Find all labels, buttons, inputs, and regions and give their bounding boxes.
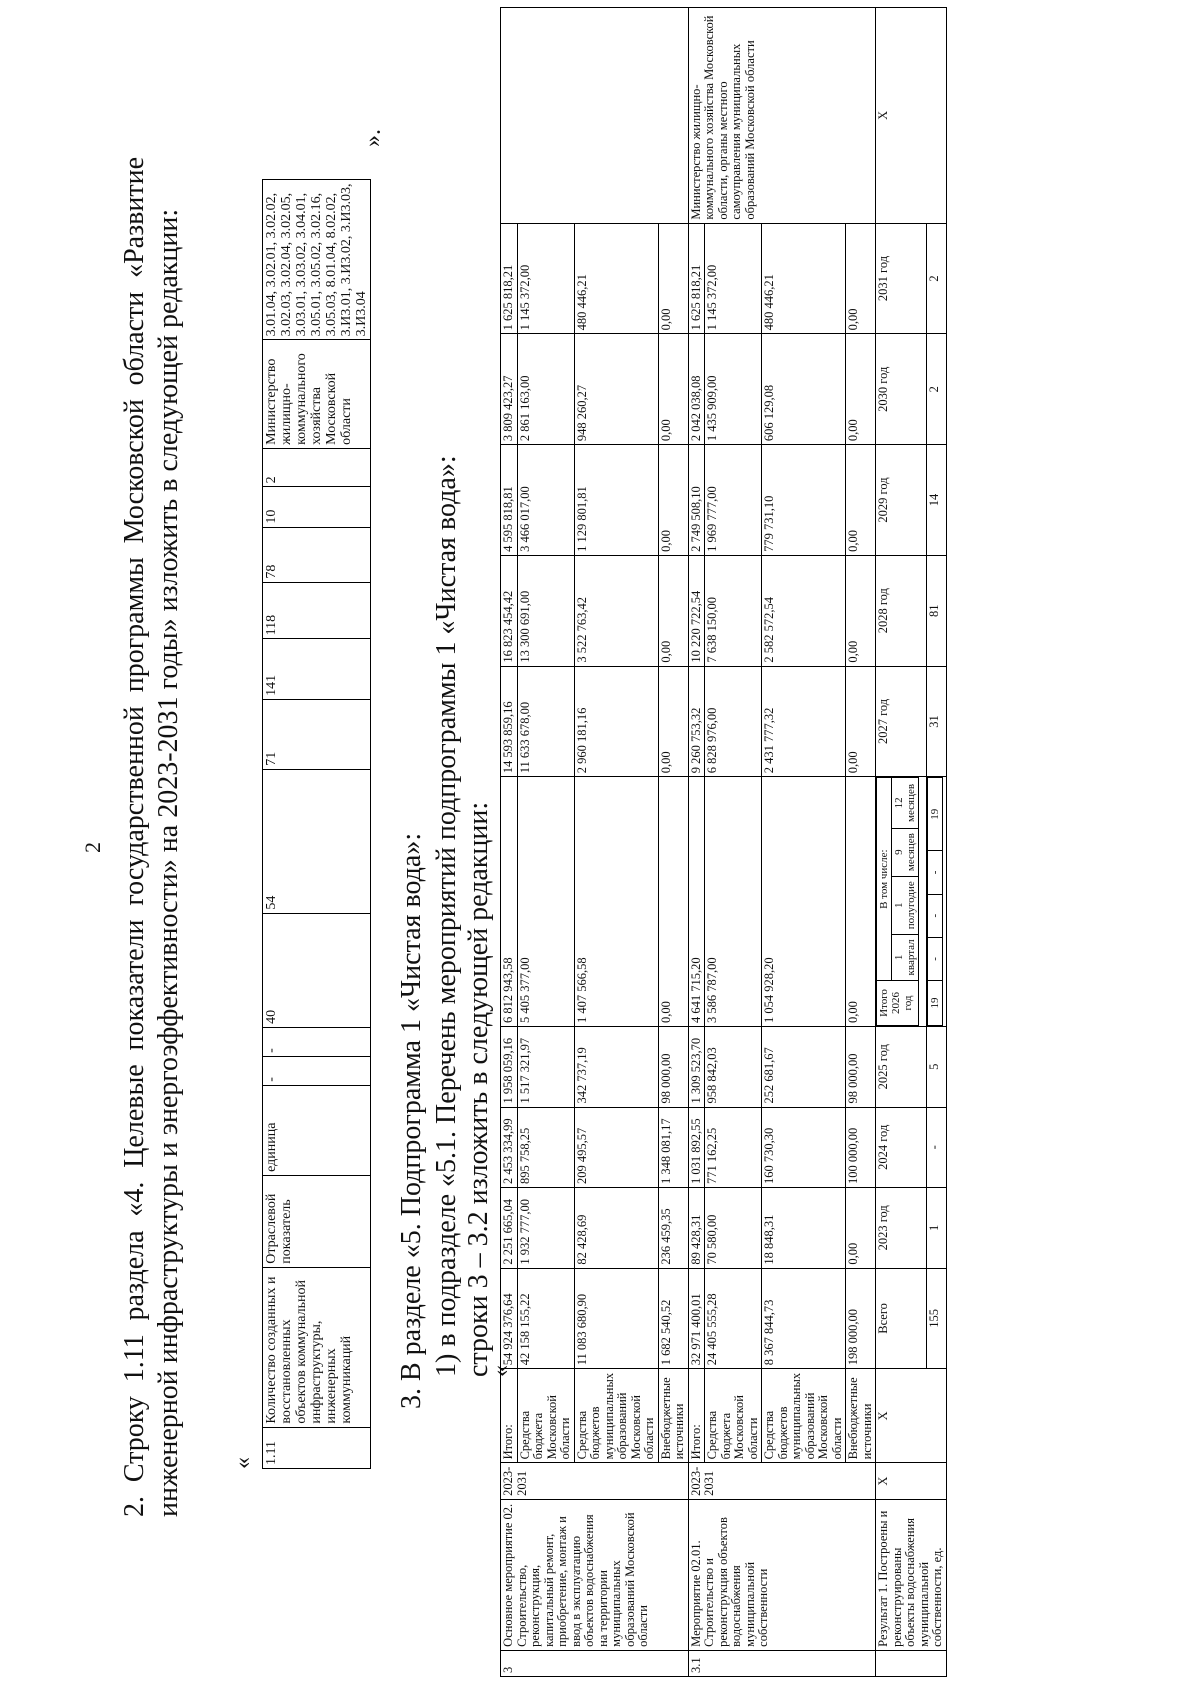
header-itogo-2026: Итого 2026 год — [877, 980, 919, 1025]
header-2024: 2024 год — [876, 1107, 927, 1188]
source-label: Внебюджетные источники — [846, 1369, 876, 1463]
result-half-year: - — [927, 894, 942, 937]
header-9-months: 9 месяцев — [892, 828, 919, 876]
value-2027: 11 633 678,00 — [517, 666, 574, 777]
value-2027: 141 — [263, 639, 371, 700]
value-2029: 0,00 — [846, 445, 876, 556]
value-2029: 4 595 818,81 — [501, 445, 518, 556]
value-2030: 10 — [263, 487, 371, 527]
value-2024: 100 000,00 — [846, 1107, 876, 1188]
value-2026: 6 812 943,58 — [501, 777, 518, 1027]
value-2023: 18 848,31 — [762, 1188, 846, 1269]
value-2023: 1 932 777,00 — [517, 1188, 574, 1269]
header-2023: 2023 год — [876, 1188, 927, 1269]
result-q1: - — [927, 937, 942, 980]
responsible — [501, 8, 689, 224]
value-2028: 0,00 — [658, 555, 688, 666]
value-2025: 1 958 059,16 — [501, 1026, 518, 1107]
value-2029: 1 969 777,00 — [705, 445, 762, 556]
value-2026: 71 — [263, 699, 371, 769]
header-half-year: 1 полугодие — [892, 876, 919, 934]
header-2029: 2029 год — [876, 445, 927, 556]
value-2028: 10 220 722,54 — [688, 555, 705, 666]
value-2027: 9 260 753,32 — [688, 666, 705, 777]
table-row — [501, 8, 518, 1677]
value-2027: 2 960 181,16 — [574, 666, 658, 777]
table-row — [688, 8, 705, 1677]
result-name: Результат 1. Построены и реконструированы объекты водоснабжения муниципальной собственности, ед. — [876, 1499, 947, 1650]
value-total: 24 405 555,28 — [705, 1268, 762, 1369]
value-2031: 480 446,21 — [762, 223, 846, 334]
result-codes: 3.01.04, 3.02.01, 3.02.02, 3.02.03, 3.02.04, 3.02.05, 3.03.01, 3.03.02, 3.04.01, 3.05.01, 3.05.02, 3.02.16, 3.05.03, 8.01.04, 8.02.02, 3.И3.01, 3.И3.02, 3.И3.03, 3.И3.04 — [263, 180, 371, 340]
table-row — [574, 8, 658, 1677]
value-total: 32 971 400,01 — [688, 1268, 705, 1369]
item-3-1-text: 1) в подразделе «5.1. Перечень мероприятий подпрограммы 1 «Чистая вода»: — [431, 455, 462, 1377]
table-row — [876, 8, 927, 1677]
value-2029: 1 129 801,81 — [574, 445, 658, 556]
value-2023: 2 251 665,04 — [501, 1188, 518, 1269]
value-2031: 2 — [263, 448, 371, 486]
table-row — [762, 8, 846, 1677]
value-2030: 2 861 163,00 — [517, 334, 574, 445]
source-label: Средства бюджета Московской области — [517, 1369, 574, 1463]
result-responsible-x: X — [876, 8, 947, 224]
result-total: 155 — [926, 1268, 946, 1369]
header-q1: 1 квартал — [892, 934, 919, 980]
value-2028: 16 823 454,42 — [501, 555, 518, 666]
activity-name: Мероприятие 02.01. Строительство и реконструкция объектов водоснабжения муниципальной собственности — [688, 1499, 876, 1650]
year-2026-breakdown-header — [876, 777, 919, 1026]
result-2030: 2 — [926, 334, 946, 445]
row-number: 3 — [501, 1650, 689, 1676]
value-total: 198 000,00 — [846, 1268, 876, 1369]
result-2027: 31 — [926, 666, 946, 777]
value-2026: 1 054 928,20 — [762, 777, 846, 1027]
value-2024: 1 031 892,55 — [688, 1107, 705, 1188]
table-row — [658, 8, 688, 1677]
value-2026: 4 641 715,20 — [688, 777, 705, 1027]
value-2025: 1 517 321,97 — [517, 1026, 574, 1107]
value-2023: 89 428,31 — [688, 1188, 705, 1269]
value-2031: 0,00 — [658, 223, 688, 334]
activity-period: 2023-2031 — [688, 1463, 876, 1499]
table-row — [517, 8, 574, 1677]
value-2024: 160 730,30 — [762, 1107, 846, 1188]
value-2023: 236 459,35 — [658, 1188, 688, 1269]
value-2023: - — [263, 1027, 371, 1056]
source-label: Средства бюджетов муниципальных образований Московской области — [762, 1369, 846, 1463]
page-number: 2 — [80, 842, 105, 853]
value-2030: 3 809 423,27 — [501, 334, 518, 445]
value-2027: 6 828 976,00 — [705, 666, 762, 777]
value-2029: 779 731,10 — [762, 445, 846, 556]
row-number: 3.1 — [688, 1650, 876, 1676]
value-2024: 2 453 334,99 — [501, 1107, 518, 1188]
result-9-months: - — [927, 851, 942, 894]
value-2031: 1 145 372,00 — [517, 223, 574, 334]
source-label: Внебюджетные источники — [658, 1369, 688, 1463]
table-row — [846, 8, 876, 1677]
value-2023: 82 428,69 — [574, 1188, 658, 1269]
result-2026 — [926, 777, 946, 1027]
value-2025: 252 681,67 — [762, 1026, 846, 1107]
value-2025: 54 — [263, 769, 371, 913]
header-2027: 2027 год — [876, 666, 927, 777]
table-row — [705, 8, 762, 1677]
value-2028: 118 — [263, 582, 371, 639]
result-2025: 5 — [926, 1026, 946, 1107]
responsible: Министерство жилищно-коммунального хозяйства Московской области — [263, 340, 371, 449]
header-2025: 2025 год — [876, 1026, 927, 1107]
value-2026: 0,00 — [846, 777, 876, 1027]
value-total: 8 367 844,73 — [762, 1268, 846, 1369]
value-2029: 78 — [263, 527, 371, 582]
value-2031: 1 625 818,21 — [501, 223, 518, 334]
value-total: 1 682 540,52 — [658, 1268, 688, 1369]
indicator-table — [262, 179, 371, 1469]
open-quote-2: « — [488, 1365, 514, 1377]
empty-cell — [876, 1650, 947, 1676]
value-2031: 0,00 — [846, 223, 876, 334]
value-2030: 2 042 038,08 — [688, 334, 705, 445]
result-2028: 81 — [926, 555, 946, 666]
value-2027: 0,00 — [846, 666, 876, 777]
indicator-name: Количество созданных и восстановленных объектов коммунальной инфраструктуры, инженерных коммуникаций — [263, 1267, 371, 1427]
base-value: - — [263, 1056, 371, 1085]
header-12-months: 12 месяцев — [892, 778, 919, 828]
activities-table — [500, 7, 947, 1677]
value-total: 11 083 680,90 — [574, 1268, 658, 1369]
source-label: Средства бюджета Московской области — [705, 1369, 762, 1463]
value-2030: 1 435 909,00 — [705, 334, 762, 445]
header-2028: 2028 год — [876, 555, 927, 666]
value-2030: 948 260,27 — [574, 334, 658, 445]
activity-name: Основное мероприятие 02. Строительство, реконструкция, капитальный ремонт, приобретение, монтаж и ввод в эксплуатацию объектов водоснабжения на территории муниципальных образований Московской области — [501, 1499, 689, 1650]
result-2031: 2 — [926, 223, 946, 334]
value-2029: 0,00 — [658, 445, 688, 556]
source-label: Средства бюджетов муниципальных образований Московской области — [574, 1369, 658, 1463]
value-2023: 0,00 — [846, 1188, 876, 1269]
value-total: 54 924 376,64 — [501, 1268, 518, 1369]
value-2025: 1 309 523,70 — [688, 1026, 705, 1107]
value-2028: 0,00 — [846, 555, 876, 666]
value-2028: 13 300 691,00 — [517, 555, 574, 666]
header-2031: 2031 год — [876, 223, 927, 334]
value-2030: 606 129,08 — [762, 334, 846, 445]
value-2023: 70 580,00 — [705, 1188, 762, 1269]
year-2026-breakdown-values — [927, 777, 943, 1026]
result-source-x: X — [876, 1369, 947, 1463]
open-quote-1: « — [230, 1457, 256, 1469]
value-2031: 1 625 818,21 — [688, 223, 705, 334]
result-2029: 14 — [926, 445, 946, 556]
value-2024: 771 162,25 — [705, 1107, 762, 1188]
indicator-unit: единица — [263, 1085, 371, 1175]
item-3-2-text: строки 3 – 3.2 изложить в следующей редакции: — [463, 801, 494, 1377]
result-12-months: 19 — [927, 778, 942, 851]
value-2031: 1 145 372,00 — [705, 223, 762, 334]
value-total: 42 158 155,22 — [517, 1268, 574, 1369]
value-2026: 1 407 566,58 — [574, 777, 658, 1027]
result-itogo-2026: 19 — [927, 980, 942, 1025]
value-2024: 895 758,25 — [517, 1107, 574, 1188]
value-2031: 480 446,21 — [574, 223, 658, 334]
value-2024: 209 495,57 — [574, 1107, 658, 1188]
value-2029: 2 749 508,10 — [688, 445, 705, 556]
value-2026: 3 586 787,00 — [705, 777, 762, 1027]
header-2030: 2030 год — [876, 334, 927, 445]
source-label: Итого: — [688, 1369, 705, 1463]
value-2025: 98 000,00 — [658, 1026, 688, 1107]
value-2024: 40 — [263, 913, 371, 1027]
item-2-paragraph: 2. Строку 1.11 раздела «4. Целевые показатели государственной программы Московской области «Развитие инженерной инфраструктуры и энергоэффективности» на 2023-2031 годы» изложить в следующей редакции: — [119, 157, 184, 1517]
value-2029: 3 466 017,00 — [517, 445, 574, 556]
value-2030: 0,00 — [658, 334, 688, 445]
value-2024: 1 348 081,17 — [658, 1107, 688, 1188]
source-label: Итого: — [501, 1369, 518, 1463]
value-2027: 14 593 859,16 — [501, 666, 518, 777]
value-2025: 958 842,03 — [705, 1026, 762, 1107]
item-3-heading: 3. В разделе «5. Подпрограмма 1 «Чистая вода»: — [396, 832, 427, 1409]
row-number: 1.11 — [263, 1427, 371, 1468]
header-v-tom-chisle: В том числе: — [877, 778, 892, 981]
value-2028: 2 582 572,54 — [762, 555, 846, 666]
activity-period: 2023-2031 — [501, 1463, 689, 1499]
value-2027: 0,00 — [658, 666, 688, 777]
value-2026: 0,00 — [658, 777, 688, 1027]
value-2028: 3 522 763,42 — [574, 555, 658, 666]
value-2028: 7 638 150,00 — [705, 555, 762, 666]
indicator-type: Отраслевой показатель — [263, 1175, 371, 1267]
table-row — [263, 180, 371, 1469]
header-total: Всего — [876, 1268, 927, 1369]
result-2024: - — [926, 1107, 946, 1188]
value-2026: 5 405 377,00 — [517, 777, 574, 1027]
result-2023: 1 — [926, 1188, 946, 1269]
value-2027: 2 431 777,32 — [762, 666, 846, 777]
close-quote-1: ». — [360, 129, 386, 147]
result-period-x: X — [876, 1463, 947, 1499]
value-2025: 98 000,00 — [846, 1026, 876, 1107]
value-2030: 0,00 — [846, 334, 876, 445]
header-2026 — [876, 777, 927, 1027]
responsible: Министерство жилищно-коммунального хозяйства Московской области, органы местного самоуправления муниципальных образований Московской области — [688, 8, 876, 224]
value-2025: 342 737,19 — [574, 1026, 658, 1107]
